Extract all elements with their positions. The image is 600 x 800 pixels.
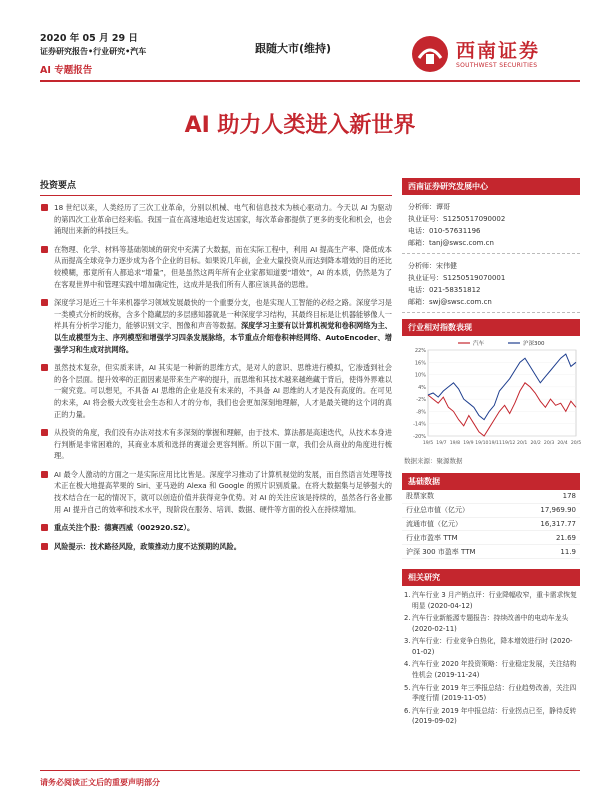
table-row: 行业总市值（亿元） 17,969.90 (402, 503, 580, 517)
related-research-title: 相关研究 (402, 569, 580, 586)
y-tick-label: -20% (413, 434, 426, 440)
header-rule (40, 80, 580, 82)
bullet-icon (41, 364, 48, 371)
bullet-icon (41, 429, 48, 436)
summary-item: 18 世纪以来，人类经历了三次工业革命，分别以机械、电气和信息技术为核心驱动力。今天以 AI 为驱动的第四次工业革命已经来临。我国一直在高速地追赶发达国家，每次革命都提供了更多的变化和机会，也会涌现出来新的科技巨头。 (40, 202, 392, 237)
research-center-title: 西南证券研究发展中心 (402, 178, 580, 195)
report-series: 跟随大市(维持) (255, 42, 332, 55)
analyst-card: 分析师：谭哥 执业证号：S1250517090002 电话：010-57631196 邮箱：tanj@swsc.com.cn (402, 195, 580, 254)
logo-text-cn: 西南证券 (456, 40, 541, 62)
bullet-icon (41, 524, 48, 531)
x-tick-label: 19/8 (449, 441, 461, 446)
summary-item: AI 最令人激动的方面之一是实际应用比比皆是。深度学习推动了计算机视觉的发展，而自然语言处理等技术正在极大地提高苹果的 Siri、亚马逊的 Alexa 和 Google 的照片识别质量。在将大数据集与足够强大的技术结合在一起的情况下，就可以创造价值并获得竞争优势。对 AI 的关注应该是持续的，虽然各行各业都用 AI 提升自己的效率和技术水平，现阶段在服务、培训、数据、硬件等方面的投入在持续增加。 (40, 469, 392, 515)
bullet-icon (41, 246, 48, 253)
x-tick-label: 19/10 (475, 441, 489, 446)
report-type: 证券研究报告•行业研究•汽车 (40, 47, 147, 56)
summary-bold-span: 深度学习主要有以计算机视觉和卷积网络为主、以生成模型为主、序列模型和增强学习四条发展脉络，本节重点介绍卷积神经网络、AutoEncoder、增强学习和生成对抗网络。 (54, 321, 392, 354)
table-row: 沪深 300 市盈率 TTM 11.9 (402, 545, 580, 559)
x-tick-label: 19/5 (422, 441, 434, 446)
report-date: 2020 年 05 月 29 日 (40, 33, 138, 44)
x-tick-label: 20/5 (570, 441, 582, 446)
chart-title: 行业相对指数表现 (402, 319, 580, 336)
line-chart (402, 336, 580, 452)
chart-source: 数据来源：聚源数据 (404, 457, 463, 465)
y-tick-label: -14% (413, 421, 426, 428)
x-tick-label: 20/1 (517, 441, 528, 446)
summary-item: 深度学习是近三十年来机器学习领域发展最快的一个重要分支，也是实现人工智能的必经之路。深度学习是一类模式分析的统称，含多个隐藏层的多层感知器就是一种深度学习结构，其最终目标是让机器能够像人一样具有分析学习能力，能够识别文字、图像和声音等数据。深度学习主要有以计算机视觉和卷积网络为主、以生成模型为主、序列模型和增强学习四条发展脉络，本节重点介绍卷积神经网络、AutoEncoder、增强学习和生成对抗网络。 (40, 297, 392, 355)
y-tick-label: -8% (416, 409, 426, 416)
y-tick-label: 16% (414, 360, 426, 367)
logo-mark-icon (410, 34, 450, 74)
related-list (402, 586, 580, 727)
analyst-card: 分析师：宋伟健 执业证号：S1250519070001 电话：021-58351812 邮箱：swj@swsc.com.cn (402, 254, 580, 313)
x-tick-label: 19/12 (502, 441, 516, 446)
basic-data-table (402, 490, 580, 559)
y-tick-label: 10% (414, 372, 426, 379)
x-tick-label: 19/9 (463, 441, 474, 446)
list-item[interactable]: 4. 汽车行业 2020 年投资策略：行业稳定发展，关注结构性机会 (2019-11-24) (404, 660, 577, 680)
summary-list (40, 202, 392, 552)
x-tick-label: 19/7 (436, 441, 447, 446)
analyst-email[interactable]: 邮箱：swj@swsc.com.cn (408, 298, 492, 306)
basic-data-title: 基础数据 (402, 473, 580, 490)
summary-item: 重点关注个股：德赛西威（002920.SZ）。 (40, 522, 392, 534)
summary-item: 从投资的角度，我们没有办法对技术有多深刻的掌握和理解，由于技术、算法都是高速迭代，从技术本身进行判断是非常困难的，其商业本质和选择的赛道会更容判断。所以下面一章，我们会从商业的角度进行梳理。 (40, 427, 392, 462)
bullet-icon (41, 471, 48, 478)
x-tick-label: 20/4 (557, 441, 568, 446)
list-item[interactable]: 2. 汽车行业新能源专题报告：持续改善中的电动车龙头 (2020-02-11) (404, 614, 569, 633)
summary-item: 虽然技术复杂，但实质来讲，AI 其实是一种新的思维方式，是对人的意识、思维进行模拟，它渗透到社会的各个层面。提升效率的正面因素是带来生产率的提升，而思维和其技术越来越绝藏于背后，使得外界难以一窥究竟。可以想见，不具备 AI 思维的企业是没有未来的，不具备 AI 思维的人才是没有高度的。在可见的未来，AI 将会极大改变社会生态和人才的分布，我们也会更加深刻地理解，人才是最关键的这个词的真正的力量。 (40, 362, 392, 420)
bullet-icon (41, 543, 48, 550)
bullet-icon (41, 299, 48, 306)
sidebar (402, 178, 580, 729)
logo-text-en: SOUTHWEST SECURITIES (456, 62, 538, 69)
y-tick-label: 22% (414, 348, 426, 354)
page-title: AI 助力人类进入新世界 (184, 113, 416, 138)
footer-disclaimer: 请务必阅读正文后的重要声明部分 (40, 770, 580, 788)
series-line-0 (428, 383, 576, 436)
related-research (402, 569, 580, 727)
legend-label: 沪深300 (523, 341, 545, 347)
list-item[interactable]: 3. 汽车行业：行业竞争白热化，降本增效进行时 (2020-01-02) (404, 637, 573, 656)
bullet-icon (41, 204, 48, 211)
x-tick-label: 20/2 (530, 441, 541, 446)
table-row: 股票家数 178 (402, 490, 580, 503)
table-row: 流通市值（亿元） 16,317.77 (402, 517, 580, 531)
summary-item: 在物理、化学、材料等基础领域的研究中充满了大数据，而在实际工程中，利用 AI 提高生产率、降低成本从而提高全球竞争力逐步成为各个企业的目标。如果说几年前，企业大量投资从而达到降本增效的目的还比较模糊，那竟所有人都追求“增量”，但是虽然这两年所有企业家都知道要“增效”，AI 的本质，仍然是为了在客观世界中和管理实践中增加确定性，这成并是我们所有人都应该具备的思维。 (40, 244, 392, 290)
summary-section (40, 178, 392, 559)
analyst-email[interactable]: 邮箱：tanj@swsc.com.cn (408, 239, 494, 247)
table-row: 行业市盈率 TTM 21.69 (402, 531, 580, 545)
report-tag: AI 专题报告 (40, 65, 93, 76)
relative-index-chart (402, 319, 580, 473)
list-item[interactable]: 6. 汽车行业 2019 年中报总结：行业拐点已至，静待反转 (2019-09-02) (404, 706, 577, 726)
list-item[interactable]: 1. 汽车行业 3 月产销点评：行业降幅收窄，重卡需求恢复明显 (2020-04-12) (404, 590, 577, 610)
y-tick-label: -2% (416, 397, 426, 404)
chart-area (402, 336, 580, 452)
company-logo (410, 32, 580, 76)
list-item[interactable]: 5. 汽车行业 2019 年三季报总结：行业趋势改善，关注四季度行情 (2019-11-05) (404, 683, 577, 703)
y-tick-label: 4% (418, 384, 426, 391)
legend-label: 汽车 (473, 341, 485, 347)
plot-frame (428, 350, 576, 436)
x-tick-label: 20/3 (543, 441, 555, 446)
summary-item: 风险提示：技术路径风险，政策推动力度不达预期的风险。 (40, 541, 392, 553)
summary-heading: 投资要点 (40, 178, 392, 196)
x-tick-label: 19/11 (488, 441, 502, 446)
